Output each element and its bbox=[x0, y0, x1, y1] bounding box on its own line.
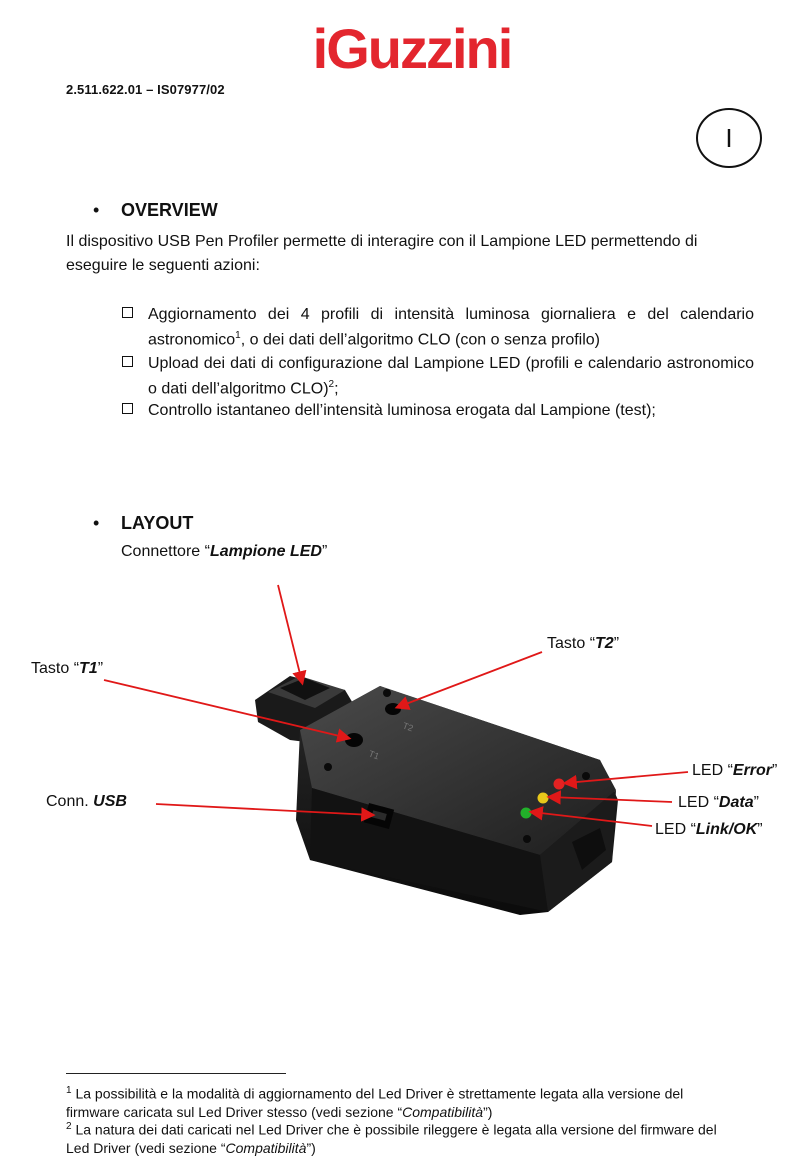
label-led-link-ok: LED “Link/OK” bbox=[655, 821, 763, 838]
list-item bbox=[120, 400, 754, 422]
screw-icon bbox=[582, 772, 590, 780]
checkbox-square-icon bbox=[122, 307, 133, 318]
document-code: 2.511.622.01 – IS07977/02 bbox=[66, 82, 225, 97]
language-badge bbox=[696, 108, 762, 168]
list-item bbox=[120, 304, 754, 348]
led-data-icon bbox=[538, 793, 549, 804]
label-conn-usb: Conn. USB bbox=[46, 793, 127, 810]
usb-pen-profiler-device bbox=[0, 560, 808, 940]
label-tasto-t1: Tasto “T1” bbox=[31, 660, 104, 677]
list-item-text: Controllo istantaneo dell’intensità luminosa erogata dal Lampione (test); bbox=[148, 402, 656, 419]
layout-title: LAYOUT bbox=[121, 513, 194, 533]
language-badge-label: I bbox=[725, 122, 733, 153]
overview-title: OVERVIEW bbox=[121, 200, 218, 220]
connector-caption: Connettore “Lampione LED” bbox=[121, 543, 328, 560]
logo-wordmark: iGuzzini bbox=[312, 17, 512, 76]
footnote-1: $^1$ La possibilità e la modalità di aggiornamento del Led Driver è strettamente legata alla versione del firmware caricata sul Led Driver stesso (vedi sezione “Compatibilità”) bbox=[66, 1085, 684, 1120]
button-t2-icon bbox=[385, 703, 401, 715]
iguzzini-logo bbox=[304, 14, 520, 76]
screw-icon bbox=[383, 689, 391, 697]
list-item-text: Upload dei dati di configurazione dal Lampione LED (profili e calendario astronomico o dati dell’algoritmo CLO)$^2$; bbox=[148, 355, 754, 398]
screw-icon bbox=[523, 835, 531, 843]
list-item bbox=[120, 353, 754, 397]
led-ok-icon bbox=[521, 808, 532, 819]
overview-bullet: • bbox=[93, 200, 100, 220]
t2-marking: T2 bbox=[401, 720, 415, 734]
label-led-error: LED “Error” bbox=[692, 762, 778, 779]
button-t1-icon bbox=[345, 733, 363, 747]
checkbox-square-icon bbox=[122, 403, 133, 414]
label-led-data: LED “Data” bbox=[678, 794, 759, 811]
layout-bullet: • bbox=[93, 513, 100, 533]
checkbox-square-icon bbox=[122, 356, 133, 367]
footnote-separator bbox=[66, 1073, 286, 1074]
list-item-text: Aggiornamento dei 4 profili di intensità luminosa giornaliera e del calendario astronomico$^1$, o dei dati dell’algoritmo CLO (con o senza profilo) bbox=[148, 306, 754, 349]
led-error-icon bbox=[554, 779, 565, 790]
overview-intro-line1: Il dispositivo USB Pen Profiler permette di interagire con il Lampione LED permettendo di bbox=[66, 233, 698, 250]
label-tasto-t2: Tasto “T2” bbox=[547, 635, 620, 652]
t1-marking: T1 bbox=[367, 748, 381, 762]
footnote-2: $^2$ La natura dei dati caricati nel Led Driver che è possibile rileggere è legata alla versione del firmware del Led Driver (vedi sezione “Compatibilità”) bbox=[66, 1121, 717, 1156]
screw-icon bbox=[324, 763, 332, 771]
overview-intro-line2: eseguire le seguenti azioni: bbox=[66, 257, 260, 274]
